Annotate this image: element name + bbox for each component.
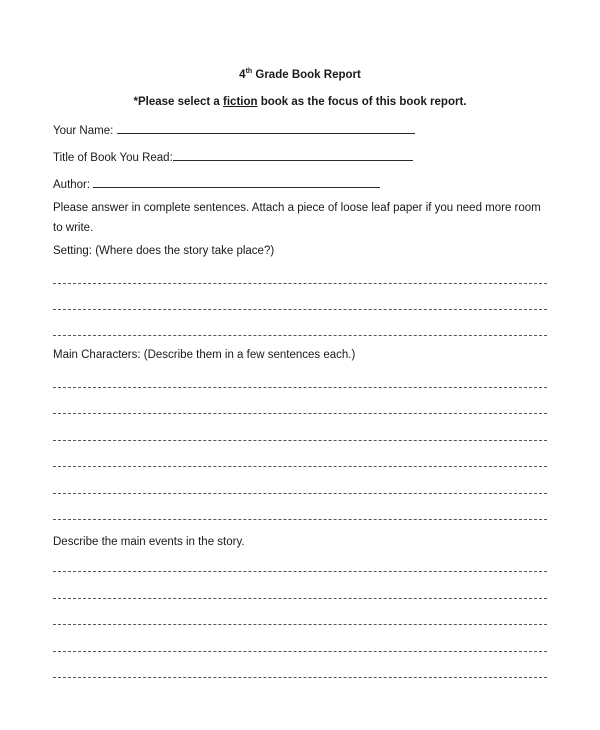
directions-text: Please answer in complete sentences. Attach a piece of loose leaf paper if you need more room to write. <box>53 202 541 234</box>
characters-answer-line[interactable] <box>53 413 547 414</box>
characters-answer-line[interactable] <box>53 519 547 520</box>
setting-answer-line[interactable] <box>53 335 547 336</box>
title-text: Grade Book Report <box>252 68 361 81</box>
title-grade-superscript: th <box>245 68 253 75</box>
instruction-before: *Please select a <box>133 96 224 108</box>
book-title-field <box>53 149 413 164</box>
characters-question: Main Characters: (Describe them in a few sentences each.) <box>53 349 356 361</box>
events-answer-line[interactable] <box>53 677 547 678</box>
fiction-instruction <box>0 96 600 108</box>
setting-question: Setting: (Where does the story take place?) <box>53 245 275 257</box>
title-grade-number: 4 <box>239 68 246 81</box>
events-answer-line[interactable] <box>53 598 547 599</box>
book-title-label: Title of Book You Read: <box>53 152 173 164</box>
characters-answer-line[interactable] <box>53 493 547 494</box>
author-label: Author: <box>53 179 94 191</box>
book-title-blank[interactable] <box>173 149 413 161</box>
characters-answer-line[interactable] <box>53 387 547 388</box>
characters-answer-line[interactable] <box>53 466 547 467</box>
your-name-label: Your Name: <box>53 125 117 137</box>
events-answer-line[interactable] <box>53 571 547 572</box>
author-blank[interactable] <box>93 176 380 188</box>
author-field <box>53 176 380 191</box>
setting-answer-line[interactable] <box>53 283 547 284</box>
page-title <box>0 68 600 81</box>
events-answer-line[interactable] <box>53 651 547 652</box>
setting-answer-line[interactable] <box>53 309 547 310</box>
your-name-field <box>53 122 415 137</box>
events-question: Describe the main events in the story. <box>53 536 245 548</box>
instruction-after: book as the focus of this book report. <box>257 96 467 108</box>
your-name-blank[interactable] <box>117 122 415 134</box>
events-answer-line[interactable] <box>53 624 547 625</box>
characters-answer-line[interactable] <box>53 440 547 441</box>
instruction-emphasis: fiction <box>223 96 258 108</box>
